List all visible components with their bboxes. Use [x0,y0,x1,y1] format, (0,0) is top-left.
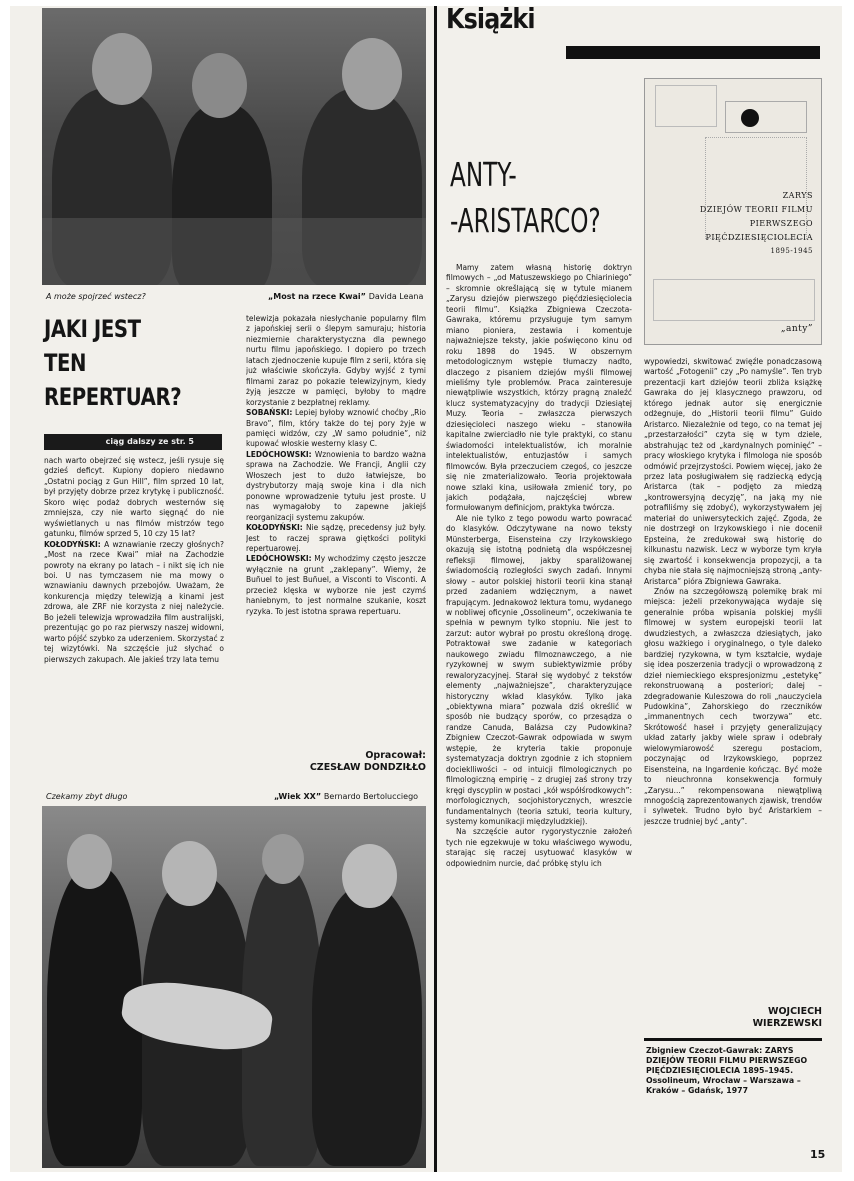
paragraph: Mamy zatem własną historię doktryn filmowych – „od Matuszewskiego po Chiariniego” – skromnie okrešlającą się w tytule mianem „Zarysu dziejów pierwszego pięćdziesięciolecia teorii filmu”. Książka Zbigniewa Czeczota-Gawraka, któremu przysługuje tym samym miano pioniera, zestawia i komentuje najważniejsze teksty, jakie poświęcono kinu od roku 1898 do 1945. W obszernym metodologicznym wstępie tłumaczy nadto, dlaczego z pisaniem dziejów myśli filmowej mieliśmy tyle problemów. Praca zainteresuje niewątpliwie wszystkich, którzy pragną znaleźć klucz systematyzacyjny do tradycji Dziesiątej Muzy. Teoria – zwłaszcza pierwszych dziesięcioleci naszego wieku – stanowiła kapitalne zwierciadło nie tyle praktyki, co stanu świadomości intelektualistów, ich moralnie intelektualistów, entuzjastów i samych filmowców. Była przeczuciem czegoś, co jeszcze się nie zmaterializowało. Teoria projektowała nowe szlaki kina, usiłowała zmienić tory, po jakich podążała, najczęściej wbrew formułowanym definicjom, praktyka twórcza. [446,262,632,513]
interview-column-1 [44,455,224,785]
caption-top-right [268,292,423,301]
paragraph: KOŁODYŃSKI: A wznawianie rzeczy głośnych? „Most na rzece Kwai” miał na Zachodzie powroty na ekrany po latach – i nikt się ich nie boi. U nas tymczasem nie ma mowy o wznawianiu dawnych przebojów. Uważam, że konkurencja między telewizją a kinami jest zdrowa, ale ZRF nie korzysta z niej należycie. Bo jeżeli telewizja wprowadziła film australijski, prezentując go po raz pierwszy naszej widowni, warto pójść szybko za uderzeniem. Skorzystać z tej wizytówki. Na szczęście już słychać o pierwszych zakupach. Ale jakieś trzy lata temu [44,538,224,664]
interview-column-2 [246,313,426,751]
paragraph: nach warto obejrzeć się wstecz, jeśli rysuje się gdzieś deficyt. Kupiony dopiero niedawno „Ostatni pociąg z Gun Hill”, film sprzed 10 lat, był przyjęty dobrze przez krytykę i publiczność. Skoro więc podaż dobrych westernów się zmniejsza, czy nie warto sięgnąć do nie wyświetlanych u nas filmów mistrzów tego gatunku, filmów sprzed 5, 10 czy 15 lat? [44,455,224,539]
column-divider [434,6,437,1172]
photo-novecento [42,806,426,1168]
paragraph: KOŁODYŃSKI: Nie sądzę, precedensy już były. Jest to raczej sprawa giętkości polityki repertuarowej. [246,522,426,553]
paragraph: Na szczęście autor rygorystycznie założeń tych nie egzekwuje w toku właściwego wywodu, starając się raczej usytuować klasyków w odpowiednim nurcie, dać próbkę stylu ich [446,826,632,868]
section-title-ksiazki: Książki [446,6,535,35]
credit-rule [644,1038,822,1041]
paragraph: telewizja pokazała niesłychanie popularny film z japońskiej serii o ślepym samuraju; historia niezmiernie charakterystyczna dla pewnego nurtu filmu japońskiego. I dopiero po trzech latach zjednoczenie kupuje film z serii, która się już właściwie skończyła. Gdyby wyjść z tymi filmami zaraz po pokazie telewizyjnym, kiedy żyją jeszcze w pamięci, byłoby to mądre korzystanie z bezpłatnej reklamy. [246,313,426,407]
caption-bottom-right [274,792,418,801]
cover-footer: „anty” [780,324,813,334]
section-rule [566,46,820,59]
continued-from-banner: ciąg dalszy ze str. 5 [44,434,222,450]
caption-top-left: A może spojrzeć wstecz? [46,292,146,301]
review-author: WOJCIECH WIERZEWSKI [752,1006,822,1029]
review-column-1 [446,262,632,1168]
film-director: Bernardo Bertolucciego [323,792,419,801]
book-cover: ZARYS DZIEJÓW TEORII FILMU PIERWSZEGO PIĘĆDZIESIĘCIOLECIA 1895-1945 „anty” [644,78,822,345]
film-director: Davida Leana [368,292,424,301]
headline-repertuar: JAKI JEST TEN REPERTUAR? [44,315,182,411]
page-number: 15 [810,1148,826,1161]
paragraph: Znów na szczegółowszą polemikę brak mi miejsca: jeżeli przekonywająca wydaje się generalnie próba wpisania polskiej myśli filmowej w system europejski teorii lat dwudziestych, a zwłaszcza dziesiątych, jako głosu ważkiego i oryginalnego, o tyle daleko bardziej ryzykowna, w tym kształcie, wydaje się idea poszerzenia tradycji o wprowadzoną z dzieł niemieckiego ekspresjonizmu „estetykę” rekonstruowaną a posteriori; dalej – zdegradowanie Kuleszowa do roli „nauczyciela Pudowkina”, Zahorskiego do rzeczników „immanentnych cech tworzywa” etc. Skrótowość haseł i przyjęty generalizujący układ zatarły jakby wiele spraw i odebrały wielowymiarowość szeregu postaciom, poczynając od Irzykowskiego, poprzez Eisensteina, na Ingardenie kończąc. Być może to nieuchronna konsekwencja formuły „Zarysu...” rekompensowana niewątpliwą mnogością zaprezentowanych zjawisk, trendów i sylwetek. Trudno było być Aristarkiem – jeszcze trudniej być „anty”. [644,585,822,826]
caption-bottom-left: Czekamy zbyt długo [46,792,128,801]
paragraph: LEDÓCHOWSKI: My wchodzimy często jeszcze wyłącznie na grunt „zaklepany”. Wiemy, że Buñuel to jest Buñuel, a Visconti to Visconti. A przecież klęska w wyborze nie jest czymś haniebnym, to jest normalne szukanie, koszt ryzyka. To jest istotna sprawa repertuaru. [246,553,426,616]
review-column-2 [644,356,822,991]
compiled-by: Opracował: CZESŁAW DONDZIŁŁO [309,750,426,773]
paragraph: wypowiedzi, skwitować zwięźle ponadczasową wartość „Fotogenii” czy „Po namyśle”. Ten tryb prezentacji kart dziejów teorii zbliża książkę Gawraka do jej klasycznego prawzoru, od którego jednak autor się energicznie odżegnuje, do „Historii teorii filmu” Guido Aristarco. Niezależnie od tego, co na temat jej „przestarzałości” czyta się w tym dziele, abstrahując też od „kardynalnych pominięć” – pracy włoskiego krytyka i filmologa nie sposób odmówić przejrzystości. Powiem więcej, jako że przez lata posługiwałem się radziecką edycją Aristarca (tak – podjęto za miedzą „kontrowersyjną decyzję”, na jaką my nie potrafiliśmy się zdobyć), wykorzystywałem jej materiał do uniwersyteckich zajęć. Zgoda, że nie dostrzegł on Irzykowskiego i nie docenił Epsteina, że zredukował swą historię do kilkunastu nazwisk. Lecz w wyborze tym kryła się zwartość i konsekwencja propozycji, a ta chyba nie stała się najmocniejszą stroną „anty-Aristarca” pióra Zbigniewa Gawraka. [644,356,822,586]
magazine-page [10,6,842,1172]
paragraph: Ale nie tylko z tego powodu warto powracać do klasyków. Odczytywane na nowo teksty Münsterberga, Eisensteina czy Irzykowskiego okazują się istotną podnietą dla współczesnej refleksji filmowej, jakby sparaliżowanej świadomością rozległości swych zadań. Innymi słowy – autor polskiej historii teorii kina stanął przed zadaniem wdzięcznym, a nawet frapującym. Jednakowoż lektura tomu, wydanego w nobliwej oficynie „Ossolineum”, oczekiwania te spełnia w pewnym tylko stopniu. Nie jest to zarzut: autor wybrał po prostu określoną drogę. Potraktował swe zadanie w kategoriach naukowego zwiadu filmoznawczego, a nie ryzykownej w swym subiektywizmie próby rewaloryzacyjnej. Starał się wydobyć z tekstów elementy „najważniejsze”, charakteryzujące historyczny wkład klasyków. Tylko jaka „obiektywna miara” pozwala dziś określić w sposób nie budzący sporów, co przesądza o randze Canuda, Balázsa czy Pudowkina? Zbigniew Czeczot-Gawrak odpowiada w swym wstępie, że kryteria takie proponuje systematyzacja doktryn zgodnie z ich stopniem docieklliwości – od intuicji filmologicznych po filmologiczną empirię – z drugiej zaś strony trzy kręgi dyscyplin w postaci „kół współśrodkowych”: morfologicznych, socjohistorycznych, wreszcie fundamentalnych (teoria sztuki, teoria kultury, systemy komunikacji międzyludzkiej). [446,512,632,827]
paragraph: SOBAŃSKI: Lepiej byłoby wznowić choćby „Rio Bravo”, film, który także do tej pory żyje w pamięci widzów, czy „W samo południe”, niż kupować włoskie westerny klasy C. [246,407,426,449]
film-title: „Most na rzece Kwai” [268,292,366,301]
headline-anty-aristarco: ANTY- -ARISTARCO? [450,155,601,240]
paragraph: LEDÓCHOWSKI: Wznowienia to bardzo ważna sprawa na Zachodzie. We Francji, Anglii czy Włoszech jest to dużo łatwiejsze, bo dystrybutorzy mają swoje kina i dla nich ponowne wprowadzenie tytułu jest proste. U nas wymagałoby to zapewne jakiejś reorganizacji systemu zakupów. [246,448,426,522]
book-credit: Zbigniew Czeczot-Gawrak: ZARYS DZIEJÓW TEORII FILMU PIERWSZEGO PIĘĆDZIESIĘCIOLECIA 1895–1945. Ossolineum, Wrocław – Warszawa – Kraków – Gdańsk, 1977 [646,1046,808,1095]
film-title: „Wiek XX” [274,792,322,801]
photo-bridge-on-river-kwai [42,8,426,285]
